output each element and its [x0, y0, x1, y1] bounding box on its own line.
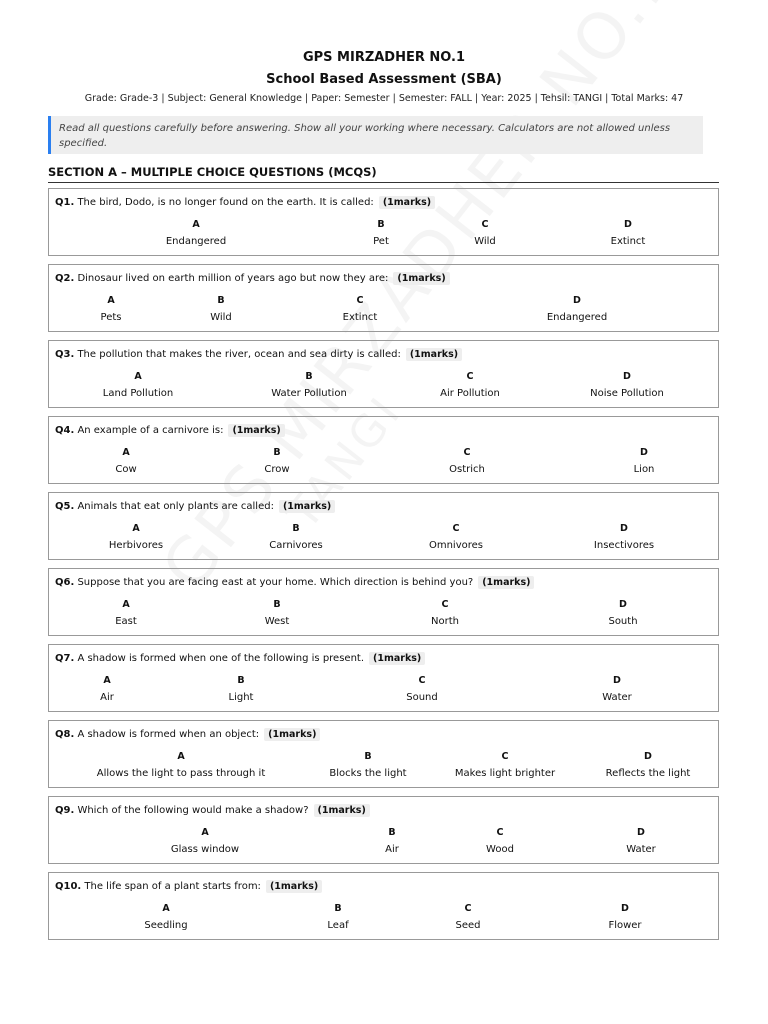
option-text: Allows the light to pass through it [96, 768, 266, 779]
option-letter: B [217, 295, 225, 306]
question-number: Q7. [55, 653, 75, 664]
option-text: Flower [608, 920, 642, 931]
marks-badge: (1marks) [406, 348, 462, 361]
question-card [48, 872, 719, 940]
option-text: Light [228, 692, 254, 703]
question-card [48, 568, 719, 636]
option-letter: C [464, 903, 472, 914]
answer-option[interactable] [594, 523, 654, 551]
answer-option[interactable] [590, 371, 664, 399]
question-number: Q9. [55, 805, 75, 816]
option-text: Leaf [327, 920, 349, 931]
question-prompt: Animals that eat only plants are called: [77, 501, 274, 512]
answer-option[interactable] [429, 523, 483, 551]
question-number: Q1. [55, 197, 75, 208]
answer-option[interactable] [608, 599, 637, 627]
option-text: Makes light brighter [454, 768, 556, 779]
answer-option[interactable] [440, 371, 500, 399]
marks-badge: (1marks) [266, 880, 322, 893]
question-text [55, 880, 322, 893]
school-name: GPS MIRZADHER NO.1 [302, 50, 466, 65]
option-text: Wild [474, 236, 496, 247]
answer-option[interactable] [171, 827, 239, 855]
option-text: West [264, 616, 290, 627]
option-letter: B [292, 523, 300, 534]
answer-option[interactable] [406, 675, 438, 703]
answer-option[interactable] [602, 675, 632, 703]
question-card [48, 340, 719, 408]
option-letter: D [623, 371, 631, 382]
section-a-heading: SECTION A – MULTIPLE CHOICE QUESTIONS (MCQS) [48, 165, 719, 183]
option-letter: D [624, 219, 632, 230]
option-text: Crow [264, 464, 290, 475]
option-letter: A [201, 827, 209, 838]
option-letter: D [637, 827, 645, 838]
answer-option[interactable] [449, 447, 485, 475]
question-card [48, 264, 719, 332]
marks-badge: (1marks) [393, 272, 449, 285]
marks-badge: (1marks) [369, 652, 425, 665]
option-text: Sound [406, 692, 438, 703]
option-letter: B [305, 371, 313, 382]
question-prompt: Dinosaur lived on earth million of years ago but now they are: [77, 273, 389, 284]
marks-badge: (1marks) [264, 728, 320, 741]
option-letter: A [107, 295, 115, 306]
option-text: Extinct [610, 236, 646, 247]
option-text: Reflects the light [605, 768, 691, 779]
option-letter: A [103, 675, 111, 686]
option-letter: C [481, 219, 489, 230]
option-text: Endangered [165, 236, 227, 247]
question-prompt: The bird, Dodo, is no longer found on the earth. It is called: [77, 197, 374, 208]
option-letter: B [237, 675, 245, 686]
answer-option[interactable] [456, 903, 481, 931]
exam-meta: Grade: Grade-3 | Subject: General Knowledge | Paper: Semester | Semester: FALL | Year: 2025 | Tehsil: TANGI | Total Marks: 47 [84, 93, 684, 104]
option-text: Land Pollution [102, 388, 174, 399]
question-card [48, 720, 719, 788]
question-number: Q4. [55, 425, 75, 436]
option-text: Omnivores [428, 540, 484, 551]
answer-option[interactable] [431, 599, 459, 627]
answer-option[interactable] [265, 599, 290, 627]
question-card [48, 796, 719, 864]
option-letter: C [501, 751, 509, 762]
question-text [55, 804, 370, 817]
question-prompt: A shadow is formed when an object: [77, 729, 260, 740]
option-letter: D [621, 903, 629, 914]
answer-option[interactable] [144, 903, 187, 931]
answer-option[interactable] [474, 219, 496, 247]
question-text [55, 652, 425, 665]
option-text: Wild [210, 312, 232, 323]
option-text: Air [100, 692, 114, 703]
option-letter: D [573, 295, 581, 306]
answer-option[interactable] [271, 371, 347, 399]
question-prompt: The life span of a plant starts from: [84, 881, 261, 892]
question-text [55, 348, 462, 361]
answer-option[interactable] [97, 751, 265, 779]
option-letter: C [441, 599, 449, 610]
option-letter: D [644, 751, 652, 762]
question-number: Q10. [55, 881, 82, 892]
answer-option[interactable] [269, 523, 322, 551]
option-letter: D [619, 599, 627, 610]
option-text: Air [385, 844, 399, 855]
option-letter: D [640, 447, 648, 458]
option-text: Lion [633, 464, 655, 475]
option-text: Herbivores [108, 540, 164, 551]
answer-option[interactable] [547, 295, 607, 323]
marks-badge: (1marks) [279, 500, 335, 513]
option-letter: B [334, 903, 342, 914]
answer-option[interactable] [634, 447, 655, 475]
option-letter: A [192, 219, 200, 230]
question-number: Q3. [55, 349, 75, 360]
option-letter: B [273, 447, 281, 458]
option-letter: C [466, 371, 474, 382]
answer-option[interactable] [103, 371, 173, 399]
question-card [48, 492, 719, 560]
answer-option[interactable] [115, 447, 136, 475]
option-letter: A [162, 903, 170, 914]
answer-option[interactable] [455, 751, 555, 779]
option-text: Insectivores [593, 540, 655, 551]
answer-option[interactable] [385, 827, 399, 855]
question-number: Q2. [55, 273, 75, 284]
option-letter: C [418, 675, 426, 686]
option-letter: A [132, 523, 140, 534]
answer-option[interactable] [606, 751, 691, 779]
answer-option[interactable] [608, 903, 641, 931]
question-prompt: Which of the following would make a shadow? [77, 805, 309, 816]
option-text: Seedling [144, 920, 188, 931]
assessment-title: School Based Assessment (SBA) [266, 72, 502, 87]
option-text: Endangered [546, 312, 608, 323]
option-text: Cow [115, 464, 137, 475]
question-number: Q8. [55, 729, 75, 740]
question-prompt: A shadow is formed when one of the following is present. [77, 653, 365, 664]
option-letter: A [122, 447, 130, 458]
option-letter: C [452, 523, 460, 534]
answer-option[interactable] [166, 219, 226, 247]
option-text: Blocks the light [329, 768, 407, 779]
answer-option[interactable] [264, 447, 289, 475]
option-letter: C [356, 295, 364, 306]
option-letter: D [620, 523, 628, 534]
question-prompt: An example of a carnivore is: [77, 425, 224, 436]
question-text [55, 500, 335, 513]
marks-badge: (1marks) [379, 196, 435, 209]
marks-badge: (1marks) [228, 424, 284, 437]
option-text: Glass window [170, 844, 240, 855]
option-text: Ostrich [449, 464, 485, 475]
answer-option[interactable] [100, 675, 114, 703]
question-text [55, 272, 450, 285]
answer-option[interactable] [109, 523, 163, 551]
option-text: North [431, 616, 459, 627]
answer-option[interactable] [373, 219, 389, 247]
option-letter: C [463, 447, 471, 458]
answer-option[interactable] [329, 751, 406, 779]
answer-option[interactable] [101, 295, 122, 323]
question-card [48, 416, 719, 484]
option-text: Water [602, 692, 632, 703]
option-text: Extinct [342, 312, 378, 323]
option-letter: B [377, 219, 385, 230]
question-text [55, 424, 285, 437]
option-letter: D [613, 675, 621, 686]
question-text [55, 728, 320, 741]
option-text: Pet [373, 236, 389, 247]
option-text: Air Pollution [440, 388, 500, 399]
question-text [55, 196, 435, 209]
question-card [48, 188, 719, 256]
answer-option[interactable] [229, 675, 254, 703]
question-text [55, 576, 534, 589]
option-text: Pets [100, 312, 122, 323]
answer-option[interactable] [626, 827, 656, 855]
question-number: Q6. [55, 577, 75, 588]
option-letter: A [122, 599, 130, 610]
answer-option[interactable] [210, 295, 232, 323]
answer-option[interactable] [611, 219, 646, 247]
option-text: Carnivores [269, 540, 323, 551]
option-text: Seed [455, 920, 481, 931]
question-prompt: The pollution that makes the river, ocean and sea dirty is called: [77, 349, 401, 360]
option-letter: B [388, 827, 396, 838]
option-text: Water Pollution [271, 388, 347, 399]
instructions-box: Read all questions carefully before answering. Show all your working where necessary. Calculators are not allowed unless specified. [48, 116, 703, 154]
option-letter: B [364, 751, 372, 762]
option-text: East [115, 616, 137, 627]
marks-badge: (1marks) [314, 804, 370, 817]
answer-option[interactable] [486, 827, 514, 855]
question-card [48, 644, 719, 712]
marks-badge: (1marks) [478, 576, 534, 589]
option-text: Water [626, 844, 656, 855]
question-number: Q5. [55, 501, 75, 512]
option-letter: A [177, 751, 185, 762]
option-letter: B [273, 599, 281, 610]
question-prompt: Suppose that you are facing east at your home. Which direction is behind you? [77, 577, 474, 588]
answer-option[interactable] [343, 295, 378, 323]
answer-option[interactable] [327, 903, 348, 931]
option-text: Wood [486, 844, 514, 855]
option-letter: C [496, 827, 504, 838]
option-text: Noise Pollution [590, 388, 664, 399]
answer-option[interactable] [115, 599, 137, 627]
option-text: South [608, 616, 638, 627]
option-letter: A [134, 371, 142, 382]
